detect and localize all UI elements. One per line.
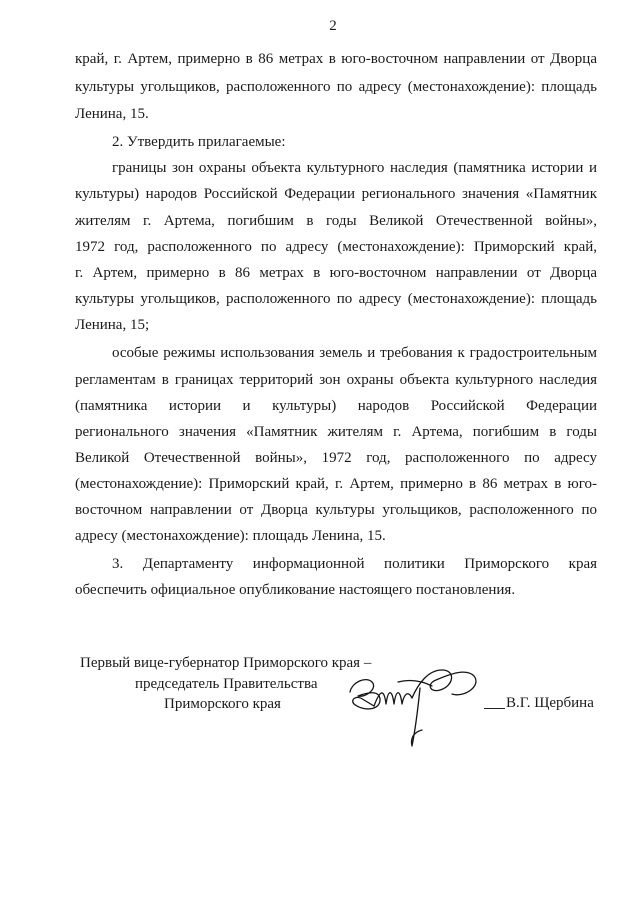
handwritten-signature (340, 660, 490, 750)
text-line: границы зон охраны объекта культурного наследия (памятника истории и (112, 160, 597, 176)
text-line: жителям г. Артема, погибшим в годы Великой Отечественной войны», (75, 213, 597, 229)
signature-stroke (350, 680, 380, 709)
signatory-position-line: Приморского края (164, 696, 281, 712)
signatory-position-line: Первый вице-губернатор Приморского края – (80, 655, 372, 671)
text-line: край, г. Артем, примерно в 86 метрах в юго-восточном направлении от Дворца (75, 51, 597, 67)
text-line: обеспечить официальное опубликование настоящего постановления. (75, 582, 516, 598)
text-line: восточном направлении от Дворца культуры угольщиков, расположенного по (75, 502, 597, 518)
text-line: (памятника истории и культуры) народов Российской Федерации (75, 398, 597, 414)
text-line: 2. Утвердить прилагаемые: (112, 134, 286, 150)
text-line: г. Артем, примерно в 86 метрах в юго-восточном направлении от Дворца (75, 265, 597, 281)
text-line: культуры угольщиков, расположенного по адресу (местонахождение): площадь (75, 291, 597, 307)
text-line: Ленина, 15. (75, 106, 149, 122)
text-line: (местонахождение): Приморский край, г. Артем, примерно в 86 метрах в юго- (75, 476, 597, 492)
text-line: культуры угольщиков, расположенного по адресу (местонахождение): площадь (75, 79, 597, 95)
text-line: Ленина, 15; (75, 317, 150, 333)
signature-stroke (398, 681, 432, 686)
signatory-position-line: председатель Правительства (135, 676, 318, 692)
page-number: 2 (329, 18, 337, 34)
text-line: адресу (местонахождение): площадь Ленина, 15. (75, 528, 386, 544)
text-line: культуры) народов Российской Федерации регионального значения «Памятник (75, 186, 597, 202)
text-line: 3. Департаменту информационной политики Приморского края (112, 556, 597, 572)
signatory-name: В.Г. Щербина (506, 695, 594, 711)
text-line: регламентам в границах территорий зон охраны объекта культурного наследия (75, 372, 597, 388)
signature-line (484, 708, 505, 709)
text-line: 1972 год, расположенного по адресу (местонахождение): Приморский край, (75, 239, 597, 255)
text-line: особые режимы использования земель и требования к градостроительным (112, 345, 597, 361)
signature-stroke (412, 670, 476, 698)
text-line: Великой Отечественной войны», 1972 год, расположенного по адресу (75, 450, 597, 466)
text-line: регионального значения «Памятник жителям г. Артема, погибшим в годы (75, 424, 597, 440)
